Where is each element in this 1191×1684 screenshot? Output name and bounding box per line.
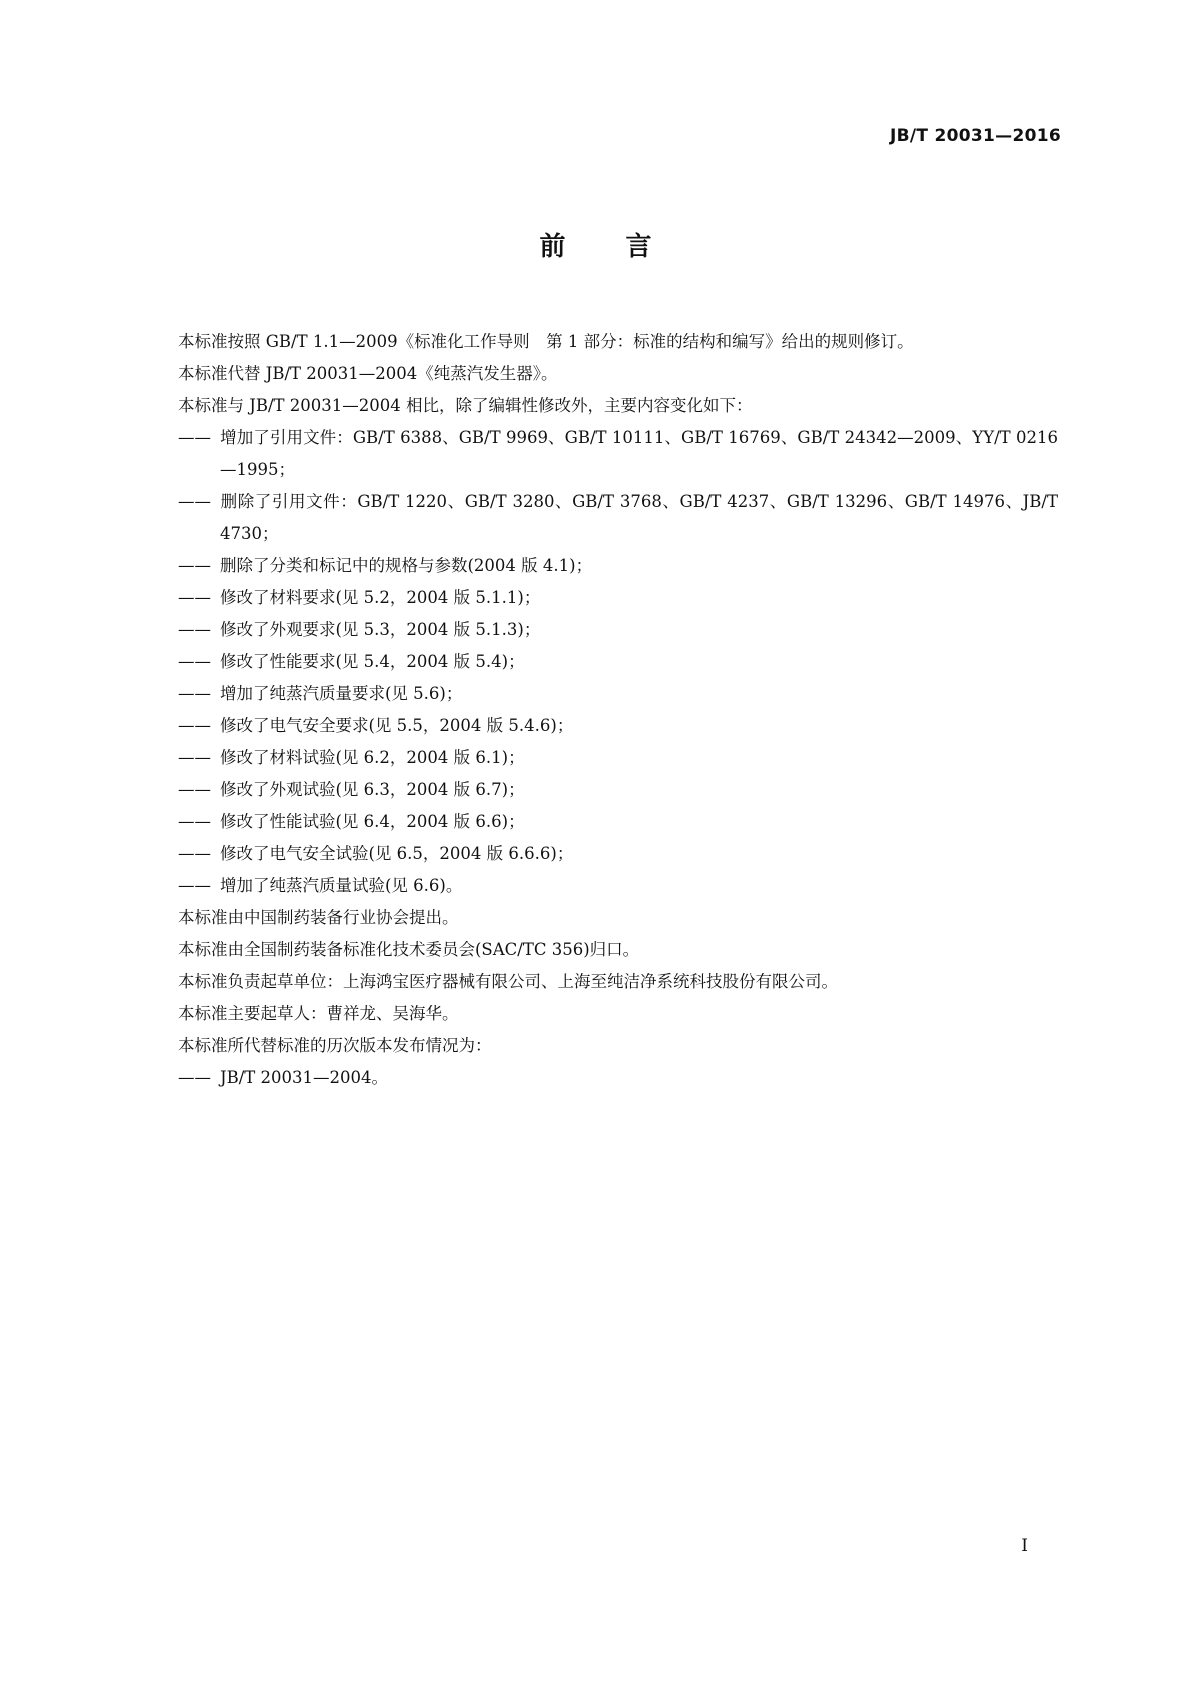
previous-version-item (178, 1062, 1058, 1094)
change-text: 修改了外观要求(见 5.3，2004 版 5.1.3)； (220, 620, 541, 639)
paragraph-version-history-intro: 本标准所代替标准的历次版本发布情况为： (178, 1036, 492, 1055)
dash-marker: —— (178, 428, 211, 447)
change-item (178, 646, 1058, 678)
change-item (178, 582, 1058, 614)
paragraph-main-drafters: 本标准主要起草人：曹祥龙、吴海华。 (178, 1004, 459, 1023)
paragraph-under-jurisdiction: 本标准由全国制药装备标准化技术委员会(SAC/TC 356)归口。 (178, 940, 640, 959)
change-item (178, 742, 1058, 774)
page-number: I (1021, 1536, 1028, 1556)
paragraph-proposed-by: 本标准由中国制药装备行业协会提出。 (178, 908, 459, 927)
dash-marker: —— (178, 748, 211, 767)
change-item (178, 486, 1058, 550)
change-text: 增加了纯蒸汽质量试验(见 6.6)。 (220, 876, 463, 895)
change-item (178, 614, 1058, 646)
dash-marker: —— (178, 876, 211, 895)
paragraph-drafting-rules: 本标准按照 GB/T 1.1—2009《标准化工作导则 第 1 部分：标准的结构和编写》给出的规则修订。 (178, 332, 914, 351)
dash-marker: —— (178, 652, 211, 671)
change-text: 修改了电气安全试验(见 6.5，2004 版 6.6.6)； (220, 844, 574, 863)
dash-marker: —— (178, 588, 211, 607)
change-text: 修改了性能要求(见 5.4，2004 版 5.4)； (220, 652, 525, 671)
change-text: 修改了材料要求(见 5.2，2004 版 5.1.1)； (220, 588, 541, 607)
paragraph-drafting-units: 本标准负责起草单位：上海鸿宝医疗器械有限公司、上海至纯洁净系统科技股份有限公司。 (178, 972, 838, 991)
previous-version-text: JB/T 20031—2004。 (220, 1068, 389, 1087)
change-item (178, 422, 1058, 486)
dash-marker: —— (178, 716, 211, 735)
change-text: 修改了外观试验(见 6.3，2004 版 6.7)； (220, 780, 525, 799)
change-item (178, 678, 1058, 710)
dash-marker: —— (178, 492, 211, 511)
dash-marker: —— (178, 620, 211, 639)
change-item (178, 774, 1058, 806)
dash-marker: —— (178, 1068, 211, 1087)
change-text: 删除了引用文件：GB/T 1220、GB/T 3280、GB/T 3768、GB/T 4237、GB/T 13296、GB/T 14976、JB/T 4730； (220, 492, 1058, 543)
change-text: 修改了性能试验(见 6.4，2004 版 6.6)； (220, 812, 525, 831)
change-item (178, 838, 1058, 870)
change-item (178, 870, 1058, 902)
change-text: 增加了纯蒸汽质量要求(见 5.6)； (220, 684, 463, 703)
dash-marker: —— (178, 780, 211, 799)
change-text: 删除了分类和标记中的规格与参数(2004 版 4.1)； (220, 556, 593, 575)
change-text: 修改了材料试验(见 6.2，2004 版 6.1)； (220, 748, 525, 767)
page-title: 前言 (539, 232, 712, 262)
dash-marker: —— (178, 812, 211, 831)
dash-marker: —— (178, 556, 211, 575)
change-text: 修改了电气安全要求(见 5.5，2004 版 5.4.6)； (220, 716, 574, 735)
change-item (178, 806, 1058, 838)
dash-marker: —— (178, 684, 211, 703)
change-item (178, 710, 1058, 742)
paragraph-changes-intro: 本标准与 JB/T 20031—2004 相比，除了编辑性修改外，主要内容变化如下： (178, 396, 753, 415)
foreword-body (178, 326, 1058, 1094)
paragraph-replaces: 本标准代替 JB/T 20031—2004《纯蒸汽发生器》。 (178, 364, 558, 383)
standard-number-header: JB/T 20031—2016 (890, 126, 1061, 146)
change-item (178, 550, 1058, 582)
change-text: 增加了引用文件：GB/T 6388、GB/T 9969、GB/T 10111、GB/T 16769、GB/T 24342—2009、YY/T 0216—1995； (220, 428, 1058, 479)
dash-marker: —— (178, 844, 211, 863)
